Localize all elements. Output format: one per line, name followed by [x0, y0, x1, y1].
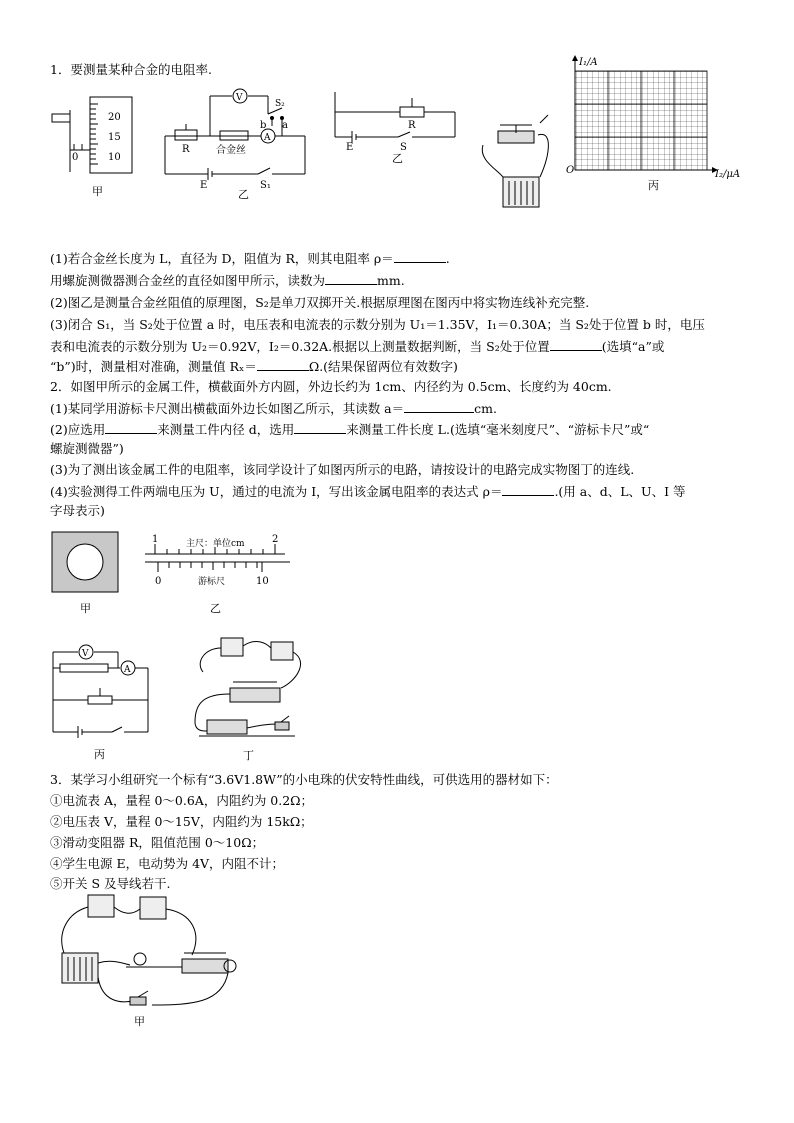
q2-part1-line: (1)某同学用游标卡尺测出横截面外边长如图乙所示，其读数 a＝ cm. [50, 401, 497, 416]
q3-item-2: ②电压表 V，量程 0～15V，内阻约为 15kΩ； [50, 814, 313, 829]
q3-item-4: ④学生电源 E，电动势为 4V，内阻不计； [50, 856, 285, 871]
q2-part2-line: (2)应选用 来测量工件内径 d，选用 来测量工件长度 L.(选填“毫米刻度尺”、“游标卡尺”或“ [50, 422, 650, 437]
q2-cross-section-figure [52, 532, 122, 615]
q2-circuit-figure [48, 642, 158, 762]
svg-text:A: A [124, 665, 131, 675]
answer-blank-resistivity[interactable] [502, 484, 554, 496]
svg-text:丙: 丙 [648, 179, 659, 192]
answer-blank-rx[interactable] [257, 359, 309, 371]
q1-part3-line-b: 表和电流表的示数分别为 U₂＝0.92V，I₂＝0.32A.根据以上测量数据判断，当 S₂处于位置 (选填“a”或 [50, 339, 665, 354]
micrometer-scale-15: 15 [108, 132, 121, 143]
svg-text:a: a [282, 120, 288, 131]
q1-part2-line: (2)图乙是测量合金丝阻值的原理图，S₂是单刀双掷开关.根据原理图在图丙中将实物连线补充完整. [50, 295, 590, 310]
svg-text:1: 1 [152, 534, 159, 545]
svg-text:2: 2 [272, 534, 279, 545]
voltmeter-symbol: V [236, 93, 243, 103]
svg-text:E: E [200, 180, 208, 191]
q3-title: 3．某学习小组研究一个标有“3.6V1.8W”的小电珠的伏安特性曲线，可供选用的器材如下： [50, 772, 558, 787]
q1-divider-circuit [330, 92, 460, 165]
svg-text:R: R [182, 144, 190, 155]
q1-grid-graph [565, 55, 745, 195]
svg-text:合金丝: 合金丝 [216, 145, 246, 156]
q2-vernier-figure [140, 534, 300, 614]
q1-apparatus-sketch [478, 115, 558, 215]
svg-text:甲: 甲 [80, 602, 91, 615]
q2-title: 2．如图甲所示的金属工件，横截面外方内圆，外边长约为 1cm、内径约为 0.5cm、长度约为 40cm. [50, 379, 612, 394]
svg-text:O: O [566, 165, 575, 176]
micrometer-scale-20: 20 [108, 112, 121, 123]
svg-text:E: E [346, 142, 354, 153]
q2-part2-line-b: 螺旋测微器”) [50, 441, 124, 456]
q2-part4-line-b: 字母表示) [50, 503, 105, 518]
q3-item-1: ①电流表 A，量程 0～0.6A，内阻约为 0.2Ω； [50, 793, 314, 808]
svg-text:V: V [82, 649, 89, 659]
micrometer-scale-10: 10 [108, 152, 121, 163]
q2-apparatus-figure [185, 632, 315, 762]
q1-principle-circuit [160, 86, 310, 201]
answer-blank-position[interactable] [550, 339, 602, 351]
answer-blank-inner-tool[interactable] [105, 422, 157, 434]
svg-text:甲: 甲 [134, 1015, 145, 1028]
q3-apparatus-figure [52, 893, 252, 1028]
svg-text:b: b [260, 120, 267, 131]
q1-title: 1．要测量某种合金的电阻率. [50, 62, 212, 77]
svg-text:S₂: S₂ [275, 99, 285, 109]
svg-text:R: R [408, 120, 416, 131]
svg-text:0: 0 [155, 576, 162, 587]
svg-text:乙: 乙 [392, 152, 403, 165]
q1-part1b-line: 用螺旋测微器测合金丝的直径如图甲所示，读数为 mm. [50, 273, 405, 288]
q1-part1-line: (1)若合金丝长度为 L，直径为 D，阻值为 R，则其电阻率 ρ＝ . [50, 251, 450, 266]
ammeter-symbol: A [264, 133, 271, 143]
graph-y-label: I₁/A [579, 57, 598, 68]
q2-part4-line: (4)实验测得工件两端电压为 U，通过的电流为 I，写出该金属电阻率的表达式 ρ＝ .(用 a、d、L、U、I 等 [50, 484, 686, 499]
answer-blank-rho[interactable] [394, 251, 446, 263]
q2-part3-line: (3)为了测出该金属工件的电阻率，该同学设计了如图丙所示的电路，请按设计的电路完成实物图丁的连线. [50, 462, 635, 477]
q1-part3-line-a: (3)闭合 S₁，当 S₂处于位置 a 时，电压表和电流表的示数分别为 U₁＝1.35V，I₁＝0.30A；当 S₂处于位置 b 时，电压 [50, 317, 705, 332]
svg-text:丁: 丁 [243, 749, 254, 762]
fig-caption-jia: 甲 [92, 185, 103, 198]
svg-text:游标尺: 游标尺 [198, 577, 226, 587]
svg-text:主尺：单位cm: 主尺：单位cm [186, 539, 245, 549]
graph-x-label: I₂/μA [715, 169, 741, 180]
svg-text:10: 10 [256, 576, 269, 587]
svg-text:S: S [400, 142, 407, 153]
svg-text:乙: 乙 [210, 602, 221, 615]
svg-text:S₁: S₁ [260, 180, 271, 191]
q3-item-3: ③滑动变阻器 R，阻值范围 0～10Ω； [50, 835, 265, 850]
q3-item-5: ⑤开关 S 及导线若干. [50, 876, 171, 891]
q1-part3-line-c: “b”)时，测量相对准确，测量值 Rₓ＝ Ω.(结果保留两位有效数字) [50, 359, 458, 374]
answer-blank-length-tool[interactable] [294, 422, 346, 434]
svg-text:丙: 丙 [94, 748, 105, 761]
fig-caption-yi: 乙 [238, 188, 249, 201]
q1-micrometer-figure [52, 92, 142, 202]
answer-blank-diameter[interactable] [325, 273, 377, 285]
answer-blank-a[interactable] [404, 401, 474, 413]
micrometer-zero: 0 [72, 152, 79, 163]
